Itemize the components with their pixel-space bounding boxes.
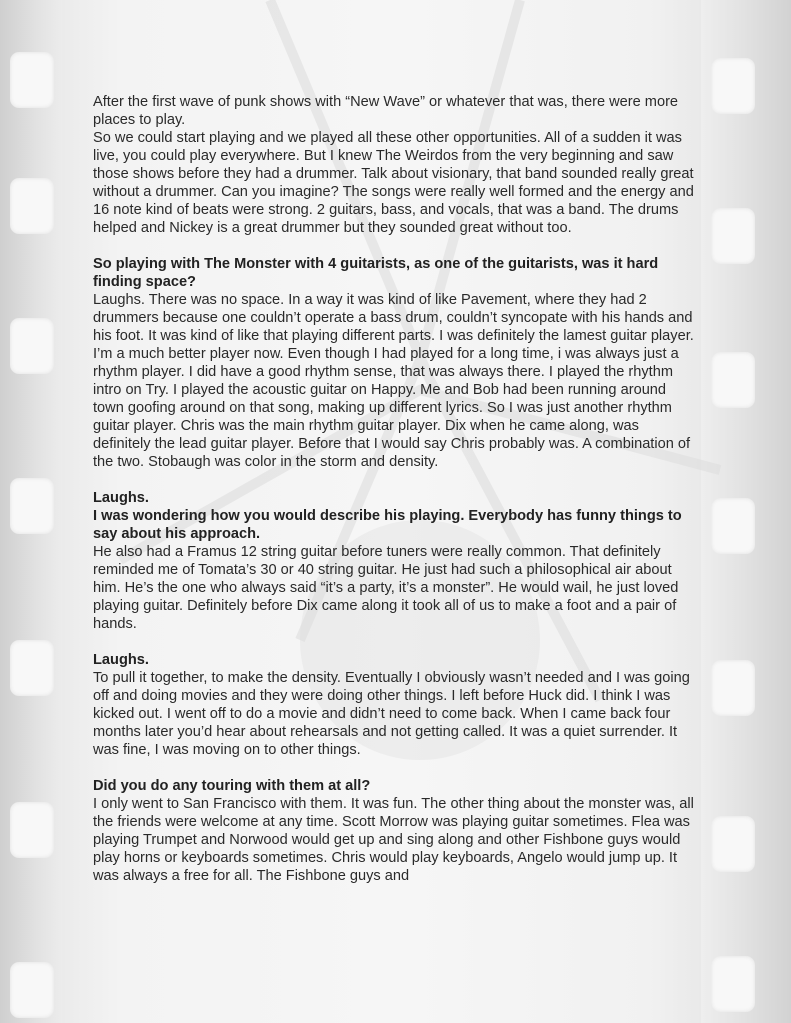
paragraph-answer: He also had a Framus 12 string guitar before tuners were really common. That definitely reminded me of Tomata’s 30 or 40 string guitar. He just had such a philosophical air about him. He’s the one who always said “it’s a party, it’s a monster”. He would wail, he just loved playing guitar. Definitely before Dix came along it took all of us to make a foot and a pair of hands. — [93, 544, 679, 632]
interview-question: Laughs. — [93, 490, 149, 506]
paragraph-answer: So we could start playing and we played all these other opportunities. All of a sudden it was live, you could play everywhere. But I knew The Weirdos from the very beginning and saw those shows before they had a drummer. Talk about visionary, that band sounded really great without a drummer. Can you imagine? The songs were really well formed and the energy and 16 note kind of beats were strong. 2 guitars, bass, and vocals, that was a band. The drums helped and Nickey is a great drummer but they sounded great without too. — [93, 130, 694, 236]
paragraph-answer: I only went to San Francisco with them. It was fun. The other thing about the monster was, all the friends were welcome at any time. Scott Morrow was playing guitar sometimes. Flea was playing Trumpet and Norwood would get up and sing along and other Fishbone guys would play horns or keyboards sometimes. Chris would play keyboards, Angelo would jump up. It was always a free for all. The Fishbone guys and — [93, 796, 694, 884]
paragraph-answer: Laughs. There was no space. In a way it was kind of like Pavement, where they had 2 drummers because one couldn’t operate a bass drum, couldn’t syncopate with his hands and his foot. It was kind of like that playing different parts. I was definitely the lamest guitar player. I’m a much better player now. Even though I had played for a long time, i was always just a rhythm player. I did have a good rhythm sense, that was always there. I played the rhythm intro on Try. I played the acoustic guitar on Happy. Me and Bob had been running around town goofing around on that song, making up different lyrics. So I was just another rhythm guitar player. Chris was the main rhythm guitar player. Dix when he came along, was definitely the lead guitar player. Before that I would say Chris probably was. A combination of the two. Stobaugh was color in the storm and density. — [93, 292, 694, 470]
paragraph-answer: After the first wave of punk shows with “New Wave” or whatever that was, there were more places to play. — [93, 94, 679, 128]
paragraph-answer: To pull it together, to make the density. Eventually I obviously wasn’t needed and I was going off and doing movies and they were doing other things. I left before Huck did. I think I was kicked out. I went off to do a movie and didn’t need to come back. When I came back four months later you’d hear about rehearsals and not getting called. It was a quiet surrender. It was fine, I was moving on to other things. — [93, 670, 690, 758]
interview-question: Laughs. — [93, 652, 149, 668]
article-body — [93, 93, 698, 885]
interview-question: So playing with The Monster with 4 guitarists, as one of the guitarists, was it hard finding space? — [93, 256, 659, 290]
interview-question: I was wondering how you would describe his playing. Everybody has funny things to say about his approach. — [93, 508, 682, 542]
interview-question: Did you do any touring with them at all? — [93, 778, 371, 794]
